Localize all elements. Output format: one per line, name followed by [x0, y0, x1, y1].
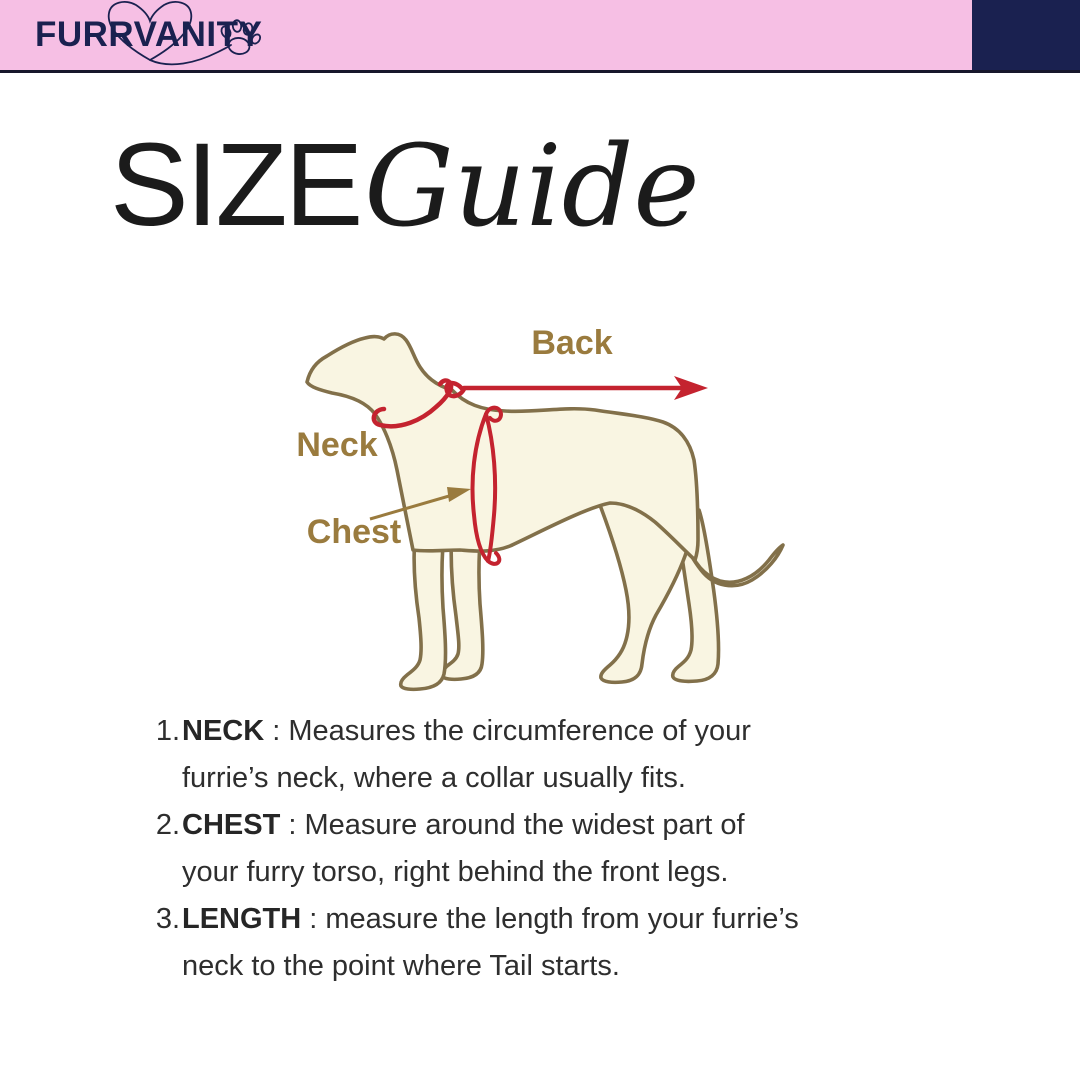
brand-name: FURRVANITY: [35, 15, 263, 54]
item-line-1: Measure around the widest part of: [304, 809, 745, 841]
instruction-list: [136, 708, 946, 990]
chest-label: Chest: [306, 513, 402, 551]
title-guide: Guide: [364, 122, 700, 252]
item-separator: :: [280, 809, 305, 841]
neck-label: Neck: [296, 426, 378, 464]
page-title: [110, 119, 700, 252]
item-separator: :: [264, 715, 289, 747]
item-number: 1.: [155, 715, 180, 747]
back-label: Back: [531, 324, 613, 362]
item-text: [182, 708, 946, 802]
item-line-2: neck to the point where Tail starts.: [182, 950, 620, 982]
item-text: [182, 802, 946, 896]
item-term: LENGTH: [182, 903, 302, 935]
item-separator: :: [301, 903, 326, 935]
title-size: SIZE: [110, 119, 361, 251]
item-number: 3.: [155, 903, 180, 935]
list-item-neck: [136, 708, 946, 802]
item-line-2: furrie’s neck, where a collar usually fits.: [182, 762, 686, 794]
item-term: NECK: [182, 715, 265, 747]
header-accent-block: [972, 0, 1080, 70]
item-term: CHEST: [182, 809, 281, 841]
list-item-chest: [136, 802, 946, 896]
item-number: 2.: [155, 809, 180, 841]
brand-logo: [35, 0, 295, 70]
item-line-2: your furry torso, right behind the front legs.: [182, 856, 729, 888]
dog-measurement-diagram: [280, 310, 820, 710]
item-text: [182, 896, 946, 990]
item-line-1: measure the length from your furrie’s: [325, 903, 799, 935]
back-measure-arrow: [447, 376, 708, 400]
item-line-1: Measures the circumference of your: [288, 715, 751, 747]
header-bar: [0, 0, 1080, 73]
list-item-length: [136, 896, 946, 990]
